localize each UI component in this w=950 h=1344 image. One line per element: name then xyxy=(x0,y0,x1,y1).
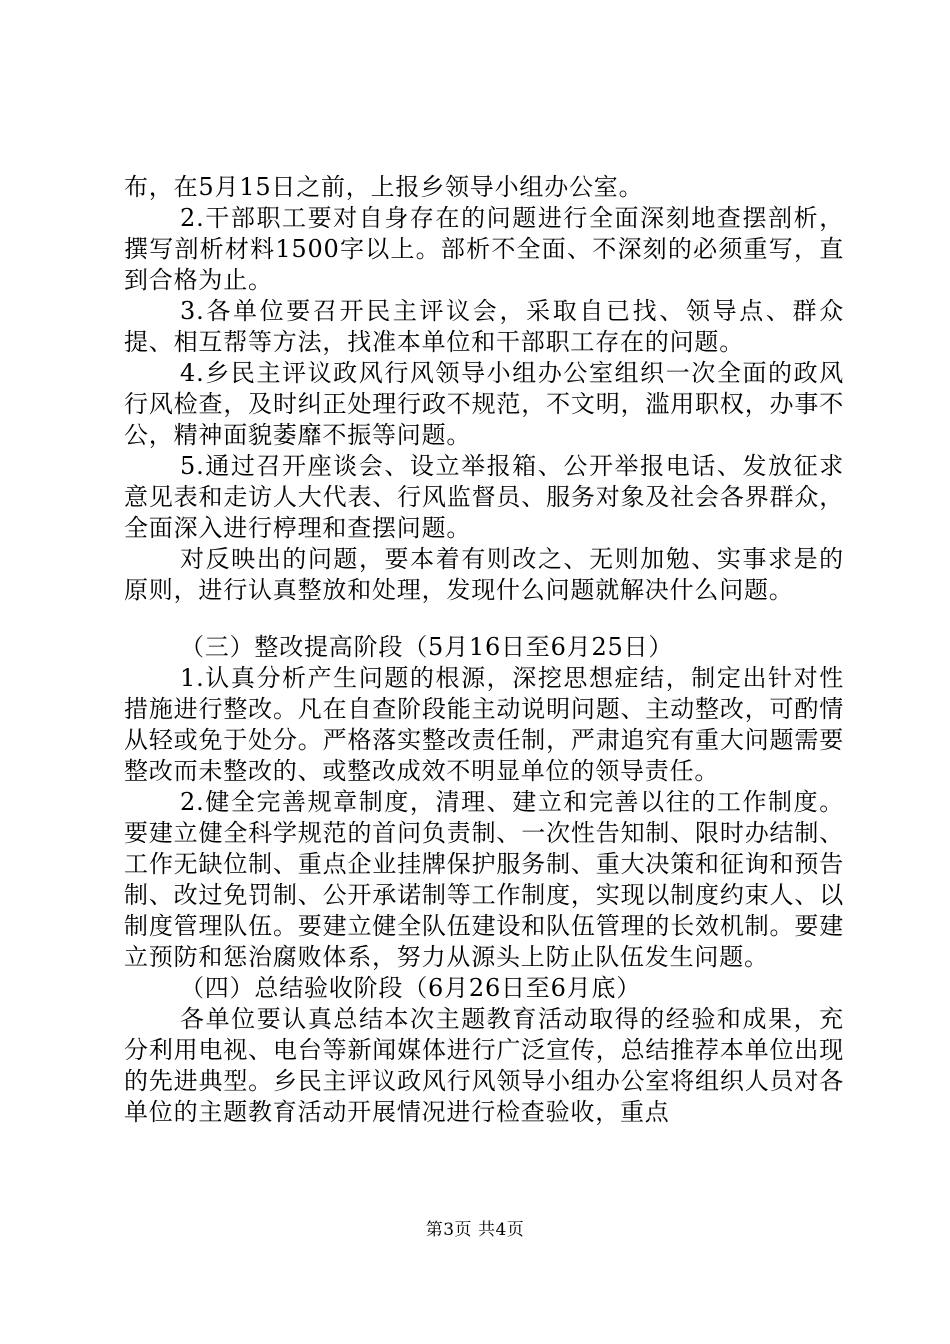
section-gap xyxy=(124,606,844,632)
paragraph-item-3: 3.各单位要召开民主评议会，采取自已找、领导点、群众提、相互帮等方法，找准本单位和干部职工存在的问题。 xyxy=(124,297,844,356)
document-body xyxy=(124,172,844,1128)
section-3-item-2: 2.健全完善规章制度，清理、建立和完善以往的工作制度。要建立健全科学规范的首问负责制、一次性告知制、限时办结制、工作无缺位制、重点企业挂牌保护服务制、重大决策和征询和预告制、改过免罚制、公开承诺制等工作制度，实现以制度约束人、以制度管理队伍。要建立健全队伍建设和队伍管理的长效机制。要建立预防和惩治腐败体系，努力从源头上防止队伍发生问题。 xyxy=(124,788,844,971)
section-3-heading: （三）整改提高阶段（5月16日至6月25日） xyxy=(180,633,674,661)
paragraph-item-5: 5.通过召开座谈会、设立举报箱、公开举报电话、发放征求意见表和走访人大代表、行风监督员、服务对象及社会各界群众，全面深入进行楟理和查摆问题。 xyxy=(124,452,844,542)
paragraph-item-4: 4.乡民主评议政风行风领导小组办公室组织一次全面的政风行风检查，及时纠正处理行政不规范，不文明，滥用职权，办事不公，精神面貌萎靡不振等问题。 xyxy=(124,359,844,449)
paragraph-continuation: 布，在5月15日之前，上报乡领导小组办公室。 xyxy=(124,173,644,201)
paragraph-problem-handling: 对反映出的问题，要本着有则改之、无则加勉、实事求是的原则，进行认真整放和处理，发现什么问题就解决什么问题。 xyxy=(124,545,844,604)
section-3-item-1: 1.认真分析产生问题的根源，深挖思想症结，制定出针对性措施进行整改。凡在自查阶段能主动说明问题、主动整改，可酌情从轻或免于处分。严格落实整改责任制，严肃追究有重大问题需要整改而未整改的、或整改成效不明显单位的领导责任。 xyxy=(124,664,844,785)
section-4-paragraph: 各单位要认真总结本次主题教育活动取得的经验和成果，充分利用电视、电台等新闻媒体进行广泛宣传，总结推荐本单位出现的先进典型。乡民主评议政风行风领导小组办公室将组织人员对各单位的主题教育活动开展情况进行检查验收，重点 xyxy=(124,1005,844,1126)
paragraph-item-2: 2.干部职工要对自身存在的问题进行全面深刻地查摆剖析，撰写剖析材料1500字以上。部析不全面、不深刻的必须重写，直到合格为止。 xyxy=(124,204,844,294)
section-4-heading: （四）总结验收阶段（6月26日至6月底） xyxy=(180,974,642,1002)
page-footer: 第3页 共4页 xyxy=(425,1220,525,1240)
